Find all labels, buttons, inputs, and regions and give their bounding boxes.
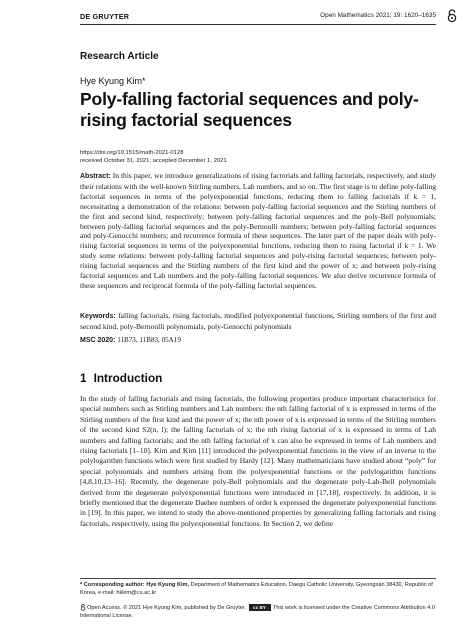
abstract-label: Abstract: [80,173,111,180]
footnote-label: * Corresponding author: Hye Kyung Kim, [80,582,190,588]
open-access-text: Open Access. © 2021 Hye Kyung Kim, published by De Gruyter. [87,604,246,611]
journal-citation: Open Mathematics 2021; 19: 1620–1635 [320,12,436,19]
abstract-text: In this paper, we introduce generalizations of rising factorials and falling factorials, respectively, and study their relations with the well-known Stirling numbers, Lah numbers, and so on. The first stage is to define poly-falling factorial sequences in terms of the polyexponential functions, reducing them to falling factorials if k = 1, necessitating a demonstration of the relations: between poly-falling factorial sequences and the Stirling numbers of the first and second kind, respectively; between poly-falling factorial sequences and the poly-Bell polynomials; between poly-falling factorial sequences and the poly-Bernoulli numbers; between poly-falling factorial sequences and poly-Genocchi numbers; and recurrence formula of these sequences. The later part of the paper deals with poly-rising factorial sequences in terms of the polyexponential functions, reducing them to rising factorial if k = 1. We study some relations: between poly-falling factorial sequences and poly-rising factorial sequences; between poly-rising factorial sequences and the Stirling numbers of the first kind and the power of x; and between poly-rising factorial sequences and Lah numbers and the poly-falling factorial sequences. We also derive recurrence formula of these sequences and reciprocal formula of the poly-falling factorial sequences. [80,171,436,290]
license-text: This work is licensed under the Creative Commons Attribution 4.0 International License. [80,604,435,619]
section-heading [80,371,162,385]
author-name: Hye Kyung Kim* [80,76,146,86]
cc-by-icon[interactable]: cc BY [249,604,271,611]
keywords-text: falling factorials, rising factorials, modified polyexponential functions, Stirling numbers of the first and second kind, poly-Bernoulli polynomials, poly-Genocchi polynomials [80,311,437,331]
page-header [0,0,474,34]
open-access-icon [80,604,86,611]
msc-codes [80,336,181,344]
introduction-paragraph: In the study of falling factorials and rising factorials, the following properties produce important characteristics for special numbers such as Stirling numbers and Lah numbers: the nth falling factorial of x is expressed in terms of the Stirling numbers of the first kind and the power of x; the nth power of x is expressed in terms of the Stirling numbers of the second kind S2(n, l); the falling factorials of x; the nth rising factorial of x is expressed in terms of Lah numbers and falling factorials; and the nth falling factorial of x can also be expressed in terms of Lah numbers and rising factorials [1–10]. Kim and Kim [11] introduced the polyexponential functions in the view of an inverse to the polylogarithm functions which were first studied by Hardy [12]. Many mathematicians have studied about “poly” for special polynomials and numbers arising from the polyexponential functions or the polylogarithm functions [4,8,10,13–16]. Recently, the degenerate poly-Bell polynomials and the degenerate poly-Lah-Bell polynomials derived from the degenerate polyexponential functions were introduced in [17,18], respectively. In addition, it is briefly mentioned that the degenerate Daehee numbers of order k expressed the degenerate polyexponential functions in [19]. In this paper, we intend to study the above-mentioned properties by generalizing falling factorials and rising factorials, respectively, using the polyexponential functions. In Section 2, we define [80,394,436,528]
header-rule [80,24,436,25]
msc-text: 11B73, 11B83, 05A19 [117,336,181,344]
footnote-text: Department of Mathematics Education, Daegu Catholic University, Gyeongsan 38430, Republic of Korea, e-mail: hkkim@cu.ac.kr [80,582,433,596]
article-type: Research Article [80,51,159,62]
section-number: 1 [80,371,87,385]
license-notice [80,604,436,620]
doi-link[interactable]: https://doi.org/10.1515/math-2021-0128 [80,150,184,156]
abstract [80,171,436,291]
corresponding-author-footnote [80,582,436,597]
keywords [80,311,436,332]
received-dates: received October 31, 2021; accepted December 1, 2021 [80,158,227,165]
section-title: Introduction [93,371,163,385]
page-title: Poly-falling factorial sequences and poly-rising factorial sequences [80,89,419,130]
footnote-rule [80,578,436,579]
msc-label: MSC 2020: [80,337,116,344]
publisher-name: DE GRUYTER [80,12,130,21]
open-access-icon [446,9,458,23]
keywords-label: Keywords: [80,313,116,320]
article-meta [80,149,227,166]
